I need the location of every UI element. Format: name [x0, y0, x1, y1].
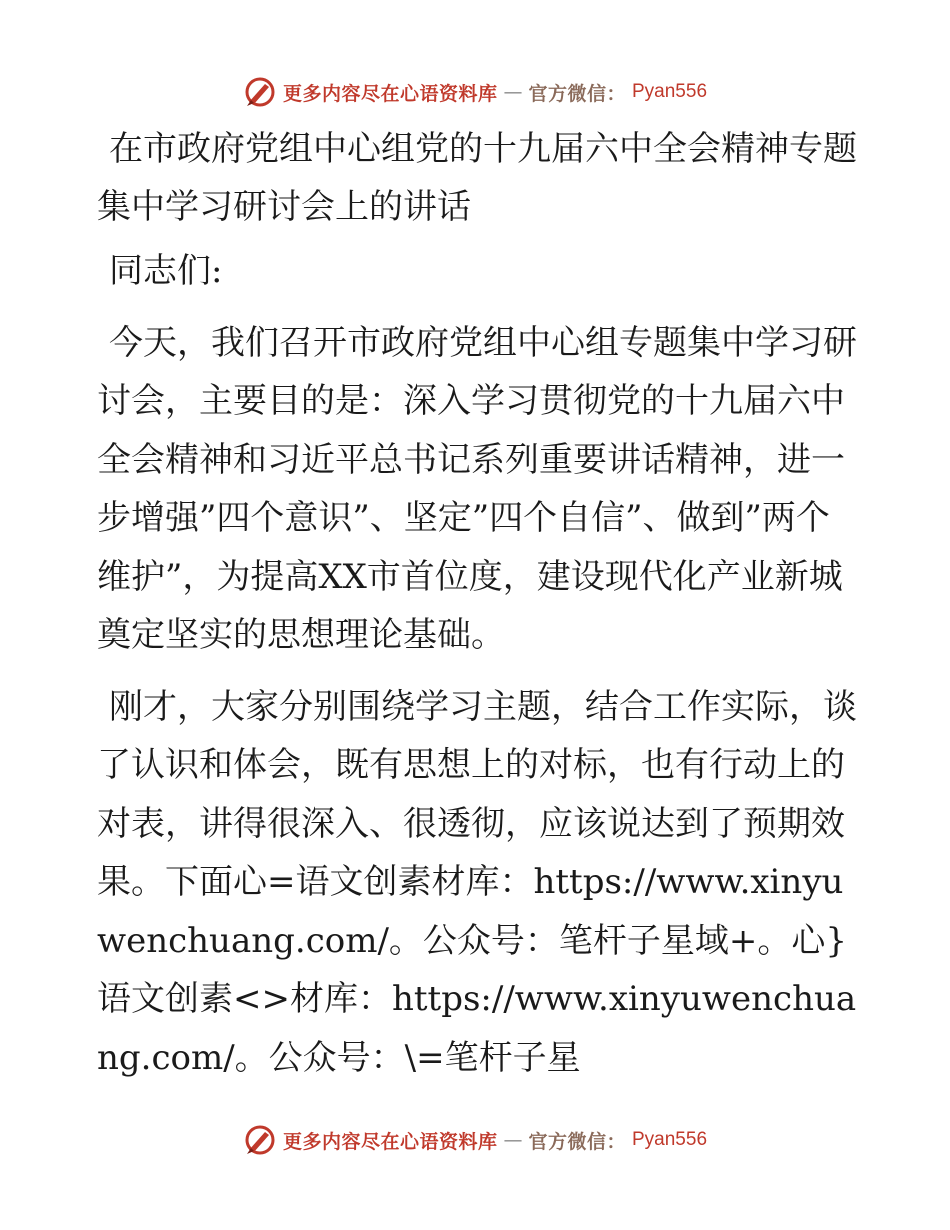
header-watermark — [0, 72, 950, 112]
salutation: 同志们: — [109, 251, 223, 291]
footer-watermark — [0, 1120, 950, 1160]
watermark-separator: — — [503, 81, 523, 103]
watermark-wechat-label: 官方微信： — [528, 1130, 626, 1153]
pen-logo-icon — [243, 1123, 277, 1157]
watermark-separator: — — [503, 1129, 523, 1151]
paragraph-2: 刚才，大家分别围绕学习主题，结合工作实际，谈了认识和体会，既有思想上的对标，也有行动上的对表，讲得很深入、很透彻，应该说达到了预期效果。下面心=语文创素材库：https://www.xinyuwenchuang.com/。公众号：笔杆子星域+。心}语文创素<>材库：https://www.xinyuwenchuang.com/。公众号：\=笔杆子星 — [97, 686, 857, 1078]
watermark-wechat-account: Pyan556 — [632, 1129, 708, 1150]
watermark-wechat-label: 官方微信： — [528, 82, 626, 105]
watermark-brand-text: 更多内容尽在心语资料库 — [282, 1130, 498, 1153]
document-title: 在市政府党组中心组党的十九届六中全会精神专题集中学习研讨会上的讲话 — [97, 129, 857, 227]
document-body — [97, 120, 857, 1100]
watermark-wechat-account: Pyan556 — [632, 81, 708, 102]
pen-logo-icon — [243, 75, 277, 109]
paragraph-1: 今天，我们召开市政府党组中心组专题集中学习研讨会，主要目的是：深入学习贯彻党的十九届六中全会精神和习近平总书记系列重要讲话精神，进一步增强”四个意识”、坚定”四个自信”、做到”两个维护”，为提高XX市首位度，建设现代化产业新城奠定坚实的思想理论基础。 — [97, 322, 857, 655]
watermark-brand-text: 更多内容尽在心语资料库 — [282, 82, 498, 105]
